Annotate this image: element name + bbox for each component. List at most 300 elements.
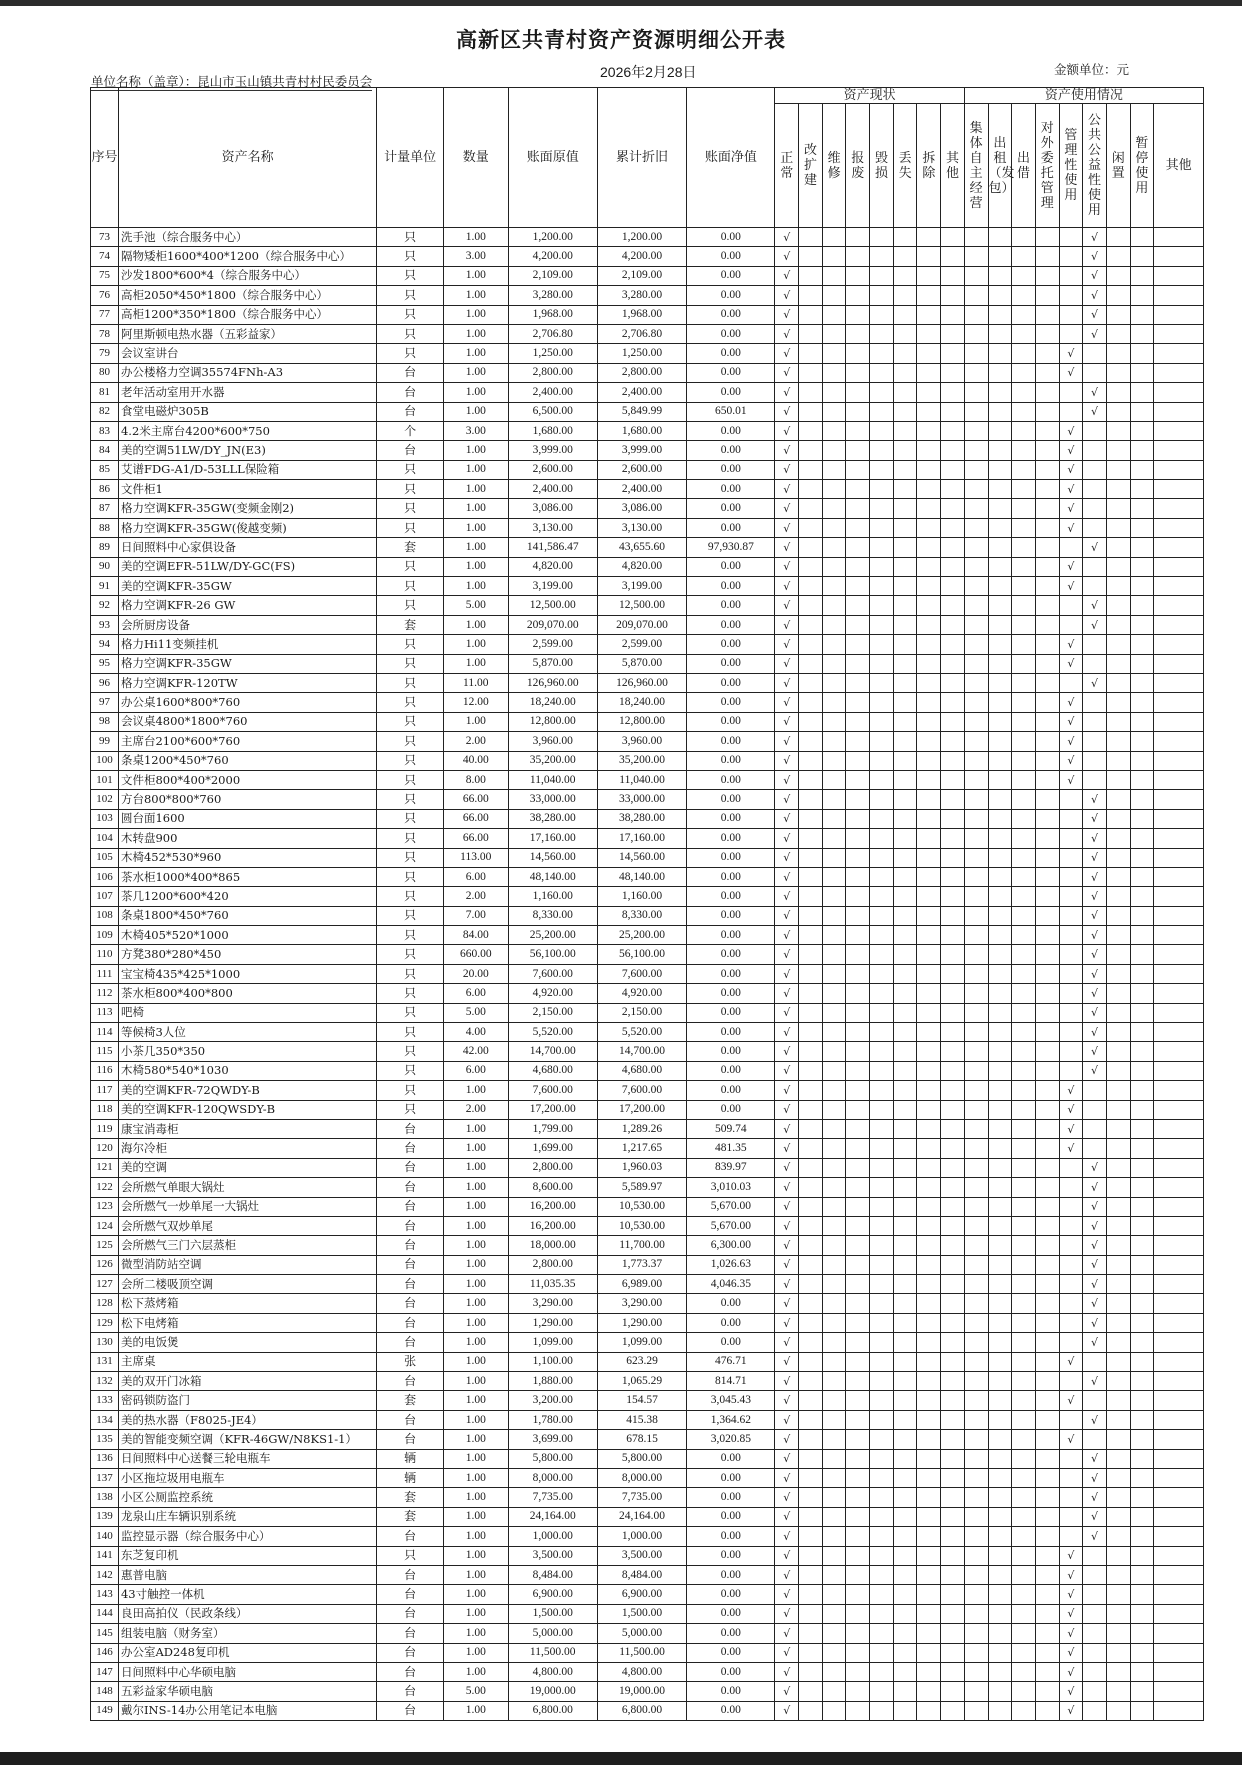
row-number: 138 [91,1488,119,1507]
table-row [91,1197,1204,1216]
usage-cell-0 [964,693,988,712]
book-original-value: 3,699.00 [508,1430,597,1449]
usage-cell-3 [1035,1604,1059,1623]
usage-cell-3 [1035,1236,1059,1255]
usage-cell-1 [988,1449,1012,1468]
status-cell-7 [941,1081,965,1100]
measure-unit: 台 [377,1643,444,1662]
usage-cell-6 [1106,1042,1130,1061]
status-cell-4 [870,770,894,789]
usage-cell-5 [1083,732,1107,751]
status-cell-2 [822,1294,846,1313]
usage-cell-6 [1106,1081,1130,1100]
usage-cell-0 [964,1119,988,1138]
usage-cell-3 [1035,596,1059,615]
usage-cell-2 [1012,1003,1036,1022]
usage-cell-5 [1083,1701,1107,1720]
row-number: 83 [91,421,119,440]
status-cell-3 [846,383,870,402]
status-cell-5 [893,790,917,809]
scan-bottom-edge [0,1752,1242,1765]
usage-cell-1 [988,867,1012,886]
measure-unit: 台 [377,1701,444,1720]
table-row [91,635,1204,654]
row-number: 86 [91,480,119,499]
usage-cell-2 [1012,247,1036,266]
usage-cell-5: √ [1083,945,1107,964]
usage-cell-3 [1035,635,1059,654]
row-number: 141 [91,1546,119,1565]
usage-cell-5 [1083,460,1107,479]
accumulated-depreciation: 3,280.00 [597,286,686,305]
usage-cell-7 [1130,1507,1154,1526]
asset-name: 主席台2100*600*760 [118,732,376,751]
usage-cell-1 [988,460,1012,479]
measure-unit: 只 [377,247,444,266]
measure-unit: 台 [377,1430,444,1449]
usage-cell-5 [1083,1081,1107,1100]
measure-unit: 只 [377,732,444,751]
status-cell-5 [893,732,917,751]
usage-cell-6 [1106,1061,1130,1080]
status-cell-7 [941,1682,965,1701]
book-net-value: 0.00 [687,557,775,576]
status-cell-6 [917,1643,941,1662]
book-original-value: 48,140.00 [508,867,597,886]
usage-cell-7 [1130,654,1154,673]
status-cell-1 [799,1488,823,1507]
status-cell-3 [846,1275,870,1294]
usage-cell-8 [1154,1662,1204,1681]
usage-cell-7 [1130,926,1154,945]
usage-cell-7 [1130,1119,1154,1138]
usage-cell-3 [1035,460,1059,479]
usage-cell-0 [964,1527,988,1546]
usage-cell-2 [1012,1527,1036,1546]
book-original-value: 6,900.00 [508,1585,597,1604]
usage-cell-7 [1130,1430,1154,1449]
status-cell-0: √ [775,1488,799,1507]
row-number: 95 [91,654,119,673]
usage-cell-2 [1012,867,1036,886]
usage-cell-2 [1012,848,1036,867]
status-cell-0: √ [775,1662,799,1681]
status-cell-4 [870,324,894,343]
usage-cell-3 [1035,266,1059,285]
quantity: 1.00 [443,402,508,421]
usage-cell-3 [1035,867,1059,886]
usage-cell-8 [1154,926,1204,945]
status-cell-0: √ [775,460,799,479]
usage-cell-8 [1154,887,1204,906]
status-cell-0: √ [775,344,799,363]
quantity: 1.00 [443,460,508,479]
status-cell-3 [846,286,870,305]
asset-name: 美的空调KFR-35GW [118,577,376,596]
accumulated-depreciation: 1,200.00 [597,228,686,247]
status-cell-0: √ [775,945,799,964]
usage-cell-0 [964,1042,988,1061]
usage-cell-2 [1012,1682,1036,1701]
usage-cell-4 [1059,1488,1083,1507]
usage-cell-7 [1130,751,1154,770]
status-cell-0: √ [775,1449,799,1468]
row-number: 94 [91,635,119,654]
table-row [91,693,1204,712]
usage-cell-5: √ [1083,305,1107,324]
status-cell-7 [941,596,965,615]
status-cell-3 [846,1023,870,1042]
table-row [91,1352,1204,1371]
status-cell-1 [799,732,823,751]
row-number: 98 [91,712,119,731]
usage-cell-1 [988,1333,1012,1352]
usage-cell-8 [1154,557,1204,576]
status-cell-2 [822,499,846,518]
status-cell-1 [799,247,823,266]
measure-unit: 辆 [377,1469,444,1488]
usage-cell-1 [988,1003,1012,1022]
usage-cell-5 [1083,1682,1107,1701]
usage-cell-6 [1106,1139,1130,1158]
usage-cell-7 [1130,887,1154,906]
table-row [91,1410,1204,1429]
status-cell-3 [846,538,870,557]
usage-cell-3 [1035,1216,1059,1235]
usage-cell-8 [1154,363,1204,382]
status-cell-3 [846,1100,870,1119]
usage-cell-1 [988,1313,1012,1332]
status-cell-6 [917,809,941,828]
accumulated-depreciation: 5,849.99 [597,402,686,421]
usage-cell-4 [1059,829,1083,848]
usage-cell-2 [1012,1255,1036,1274]
table-row [91,887,1204,906]
status-cell-3 [846,1546,870,1565]
usage-cell-4: √ [1059,1604,1083,1623]
accumulated-depreciation: 3,500.00 [597,1546,686,1565]
table-row [91,809,1204,828]
accumulated-depreciation: 14,700.00 [597,1042,686,1061]
row-number: 128 [91,1294,119,1313]
status-cell-1 [799,1158,823,1177]
usage-cell-7 [1130,1410,1154,1429]
status-cell-0: √ [775,673,799,692]
status-cell-5 [893,557,917,576]
row-number: 81 [91,383,119,402]
usage-cell-7 [1130,1469,1154,1488]
status-cell-2 [822,1216,846,1235]
usage-cell-7 [1130,1546,1154,1565]
usage-cell-6 [1106,809,1130,828]
usage-cell-3 [1035,790,1059,809]
usage-cell-3 [1035,732,1059,751]
book-original-value: 18,240.00 [508,693,597,712]
usage-cell-4 [1059,906,1083,925]
usage-cell-5 [1083,751,1107,770]
status-cell-1 [799,1430,823,1449]
status-cell-2 [822,518,846,537]
status-cell-1 [799,1119,823,1138]
book-net-value: 0.00 [687,751,775,770]
status-cell-1 [799,712,823,731]
status-cell-2 [822,693,846,712]
status-cell-0: √ [775,1139,799,1158]
usage-cell-4 [1059,1469,1083,1488]
usage-cell-3 [1035,673,1059,692]
status-cell-6 [917,1275,941,1294]
usage-cell-2 [1012,906,1036,925]
usage-cell-3 [1035,984,1059,1003]
status-cell-7 [941,247,965,266]
status-cell-0: √ [775,1255,799,1274]
usage-cell-8 [1154,654,1204,673]
usage-cell-6 [1106,673,1130,692]
usage-cell-5: √ [1083,809,1107,828]
measure-unit: 只 [377,673,444,692]
usage-cell-5: √ [1083,1003,1107,1022]
usage-cell-7 [1130,1624,1154,1643]
usage-cell-2 [1012,1410,1036,1429]
usage-cell-2 [1012,480,1036,499]
usage-cell-8 [1154,1197,1204,1216]
status-cell-5 [893,829,917,848]
usage-cell-4: √ [1059,344,1083,363]
usage-cell-5: √ [1083,829,1107,848]
measure-unit: 套 [377,1507,444,1526]
header-usage-0: 集体自主经营 [964,104,988,228]
book-original-value: 4,200.00 [508,247,597,266]
quantity: 4.00 [443,1023,508,1042]
quantity: 6.00 [443,1061,508,1080]
usage-cell-5 [1083,1585,1107,1604]
book-original-value: 1,968.00 [508,305,597,324]
usage-cell-5: √ [1083,848,1107,867]
usage-cell-2 [1012,344,1036,363]
status-cell-7 [941,1061,965,1080]
usage-cell-0 [964,441,988,460]
usage-cell-7 [1130,577,1154,596]
usage-cell-8 [1154,1236,1204,1255]
usage-cell-1 [988,228,1012,247]
book-original-value: 25,200.00 [508,926,597,945]
accumulated-depreciation: 3,960.00 [597,732,686,751]
asset-name: 会议桌4800*1800*760 [118,712,376,731]
accumulated-depreciation: 6,900.00 [597,1585,686,1604]
measure-unit: 台 [377,1236,444,1255]
usage-cell-1 [988,1042,1012,1061]
accumulated-depreciation: 35,200.00 [597,751,686,770]
usage-cell-8 [1154,1158,1204,1177]
status-cell-5 [893,654,917,673]
usage-cell-3 [1035,1430,1059,1449]
usage-cell-7 [1130,421,1154,440]
status-cell-7 [941,712,965,731]
status-cell-7 [941,984,965,1003]
usage-cell-8 [1154,848,1204,867]
usage-cell-4 [1059,1255,1083,1274]
usage-cell-5 [1083,1430,1107,1449]
usage-cell-6 [1106,383,1130,402]
status-cell-2 [822,1333,846,1352]
book-net-value: 0.00 [687,673,775,692]
status-cell-4 [870,460,894,479]
status-cell-7 [941,344,965,363]
usage-cell-4: √ [1059,1662,1083,1681]
table-row [91,926,1204,945]
status-cell-3 [846,867,870,886]
usage-cell-5 [1083,1643,1107,1662]
measure-unit: 只 [377,557,444,576]
accumulated-depreciation: 10,530.00 [597,1197,686,1216]
usage-cell-0 [964,1469,988,1488]
usage-cell-4 [1059,266,1083,285]
status-cell-3 [846,1469,870,1488]
usage-cell-2 [1012,518,1036,537]
status-cell-7 [941,305,965,324]
usage-cell-7 [1130,1100,1154,1119]
status-cell-2 [822,247,846,266]
status-cell-1 [799,577,823,596]
status-cell-6 [917,1701,941,1720]
table-row [91,402,1204,421]
status-cell-1 [799,673,823,692]
asset-name: 宝宝椅435*425*1000 [118,964,376,983]
quantity: 1.00 [443,441,508,460]
header-status-group: 资产现状 [775,88,964,104]
table-row [91,1430,1204,1449]
usage-cell-4: √ [1059,654,1083,673]
row-number: 135 [91,1430,119,1449]
book-net-value: 0.00 [687,770,775,789]
usage-cell-0 [964,790,988,809]
quantity: 12.00 [443,693,508,712]
usage-cell-2 [1012,964,1036,983]
status-cell-4 [870,809,894,828]
status-cell-4 [870,635,894,654]
usage-cell-0 [964,402,988,421]
usage-cell-3 [1035,518,1059,537]
status-cell-6 [917,1527,941,1546]
status-cell-2 [822,1255,846,1274]
usage-cell-6 [1106,421,1130,440]
usage-cell-6 [1106,1197,1130,1216]
usage-cell-0 [964,305,988,324]
usage-cell-6 [1106,363,1130,382]
usage-cell-0 [964,635,988,654]
usage-cell-6 [1106,654,1130,673]
status-cell-5 [893,1275,917,1294]
usage-cell-1 [988,518,1012,537]
status-cell-2 [822,228,846,247]
usage-cell-3 [1035,712,1059,731]
accumulated-depreciation: 5,589.97 [597,1178,686,1197]
accumulated-depreciation: 12,800.00 [597,712,686,731]
usage-cell-7 [1130,1081,1154,1100]
usage-cell-8 [1154,247,1204,266]
status-cell-2 [822,1197,846,1216]
usage-cell-4: √ [1059,1546,1083,1565]
book-net-value: 0.00 [687,228,775,247]
usage-cell-5: √ [1083,1216,1107,1235]
status-cell-0: √ [775,1352,799,1371]
status-cell-1 [799,906,823,925]
quantity: 2.00 [443,887,508,906]
usage-cell-7 [1130,596,1154,615]
usage-cell-7 [1130,460,1154,479]
status-cell-7 [941,557,965,576]
table-row [91,1449,1204,1468]
usage-cell-7 [1130,906,1154,925]
measure-unit: 只 [377,751,444,770]
status-cell-2 [822,906,846,925]
usage-cell-7 [1130,1488,1154,1507]
usage-cell-3 [1035,964,1059,983]
status-cell-7 [941,266,965,285]
usage-cell-8 [1154,712,1204,731]
row-number: 133 [91,1391,119,1410]
usage-cell-1 [988,1410,1012,1429]
usage-cell-4 [1059,1061,1083,1080]
usage-cell-2 [1012,286,1036,305]
usage-cell-8 [1154,790,1204,809]
measure-unit: 台 [377,1527,444,1546]
book-net-value: 0.00 [687,926,775,945]
table-row [91,324,1204,343]
status-cell-2 [822,1139,846,1158]
usage-cell-4 [1059,926,1083,945]
usage-cell-6 [1106,402,1130,421]
usage-cell-7 [1130,324,1154,343]
usage-cell-8 [1154,1430,1204,1449]
asset-name: 格力空调KFR-35GW(变频金刚2) [118,499,376,518]
status-cell-6 [917,1624,941,1643]
usage-cell-8 [1154,460,1204,479]
status-cell-4 [870,906,894,925]
status-cell-2 [822,1158,846,1177]
usage-cell-5 [1083,1119,1107,1138]
row-number: 107 [91,887,119,906]
status-cell-3 [846,984,870,1003]
status-cell-2 [822,480,846,499]
status-cell-7 [941,1255,965,1274]
usage-cell-1 [988,1604,1012,1623]
status-cell-6 [917,1449,941,1468]
usage-cell-4 [1059,1527,1083,1546]
accumulated-depreciation: 4,200.00 [597,247,686,266]
row-number: 136 [91,1449,119,1468]
status-cell-6 [917,712,941,731]
measure-unit: 台 [377,1585,444,1604]
book-net-value: 0.00 [687,1662,775,1681]
status-cell-2 [822,577,846,596]
usage-cell-6 [1106,1430,1130,1449]
usage-cell-2 [1012,1372,1036,1391]
accumulated-depreciation: 126,960.00 [597,673,686,692]
measure-unit: 台 [377,1197,444,1216]
usage-cell-0 [964,286,988,305]
accumulated-depreciation: 43,655.60 [597,538,686,557]
usage-cell-0 [964,1682,988,1701]
usage-cell-1 [988,1100,1012,1119]
usage-cell-2 [1012,1081,1036,1100]
quantity: 1.00 [443,1449,508,1468]
status-cell-2 [822,732,846,751]
usage-cell-5 [1083,693,1107,712]
usage-cell-6 [1106,286,1130,305]
usage-cell-8 [1154,964,1204,983]
table-row [91,751,1204,770]
